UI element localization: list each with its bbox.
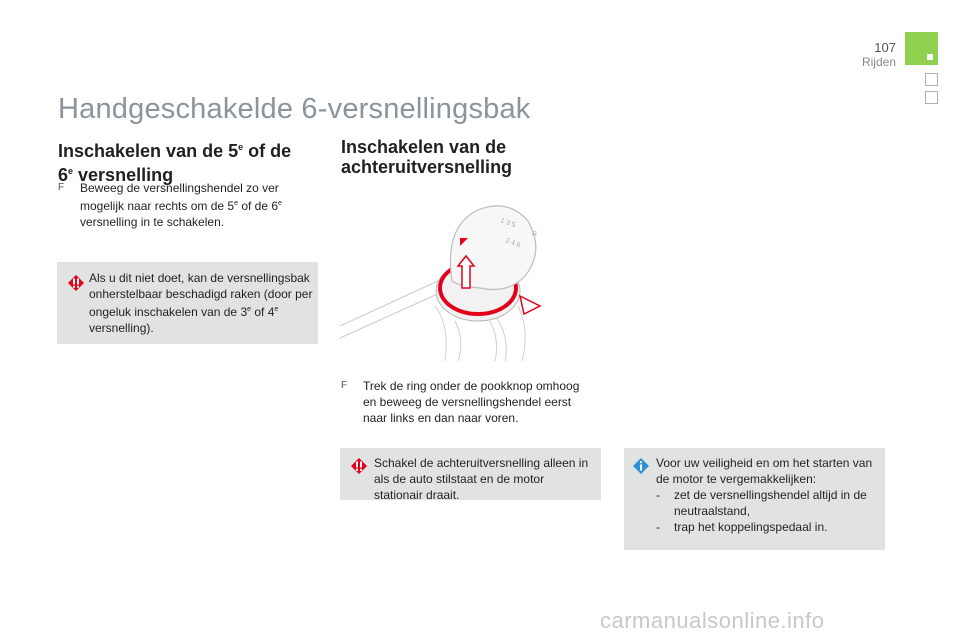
chapter-tab-active[interactable] [905, 32, 938, 65]
info-text [656, 455, 881, 535]
chapter-tab-3[interactable] [925, 91, 938, 104]
section-label: Rijden [861, 55, 896, 69]
instruction-reverse-gear [341, 378, 591, 426]
heading-text: versnelling [73, 165, 174, 185]
superscript: e [234, 200, 238, 207]
warning-box-gearbox-damage [57, 262, 318, 344]
warning-text-part: of 4 [251, 305, 275, 319]
heading-text: achteruitversnelling [341, 157, 513, 177]
bullet-marker: F [341, 380, 348, 391]
list-item [656, 487, 881, 519]
instruction-text-part: of de 6 [237, 199, 279, 213]
superscript: e [278, 200, 282, 207]
warning-box-reverse-gear [340, 448, 601, 500]
info-box-starting-engine [624, 448, 885, 550]
info-icon [632, 457, 650, 475]
chapter-tab-2[interactable] [925, 73, 938, 86]
instruction-text: Trek de ring onder de pookknop omhoog en beweeg de versnellingshendel eerst naar links en dan naar voren. [363, 379, 580, 425]
heading-text: 6 [58, 165, 69, 185]
list-item [656, 519, 881, 535]
info-intro: Voor uw veiligheid en om het starten van de motor te vergemakkelijken: [656, 456, 873, 486]
warning-icon [350, 457, 368, 475]
bullet-marker: F [58, 182, 65, 193]
section-heading-5th-6th-gear [58, 137, 328, 185]
heading-text: Inschakelen van de [341, 137, 507, 157]
warning-text-part: versnelling). [89, 321, 154, 335]
list-dash: - [656, 520, 660, 534]
instruction-text-part: Beweeg de versnellingshendel zo ver mogelijk naar rechts om de 5 [80, 181, 279, 213]
svg-text:R: R [532, 231, 538, 238]
superscript: e [274, 306, 279, 313]
superscript: e [247, 306, 252, 313]
gear-shift-icon [340, 196, 600, 361]
warning-icon [67, 274, 85, 292]
list-item-text: zet de versnellingshendel altijd in de neutraalstand, [674, 488, 867, 518]
list-dash: - [656, 488, 660, 502]
section-heading-reverse-gear [341, 137, 601, 177]
instruction-text-part: versnelling in te schakelen. [80, 215, 225, 229]
heading-text: Inschakelen van de 5 [58, 141, 239, 161]
warning-text: Schakel de achteruitversnelling alleen in als de auto stilstaat en de motor stationair draait. [374, 456, 589, 502]
page-number: 107 [874, 40, 896, 55]
instruction-text [58, 180, 303, 230]
svg-text:2 4 6: 2 4 6 [504, 237, 522, 250]
instruction-5th-6th-gear [58, 180, 303, 230]
tab-marker [927, 54, 933, 60]
page-title: Handgeschakelde 6-versnellingsbak [58, 93, 531, 125]
heading-text: of de [243, 141, 292, 161]
watermark: carmanualsonline.info [600, 608, 825, 633]
heading-superscript: e [68, 166, 74, 176]
warning-text [89, 270, 314, 336]
svg-text:1 3 5: 1 3 5 [499, 217, 517, 230]
warning-text-part: Als u dit niet doet, kan de versnellingsbak onherstelbaar beschadigd raken (door per ongeluk inschakelen van de 3 [89, 271, 313, 319]
list-item-text: trap het koppelingspedaal in. [674, 520, 828, 534]
heading-superscript: e [238, 142, 244, 152]
